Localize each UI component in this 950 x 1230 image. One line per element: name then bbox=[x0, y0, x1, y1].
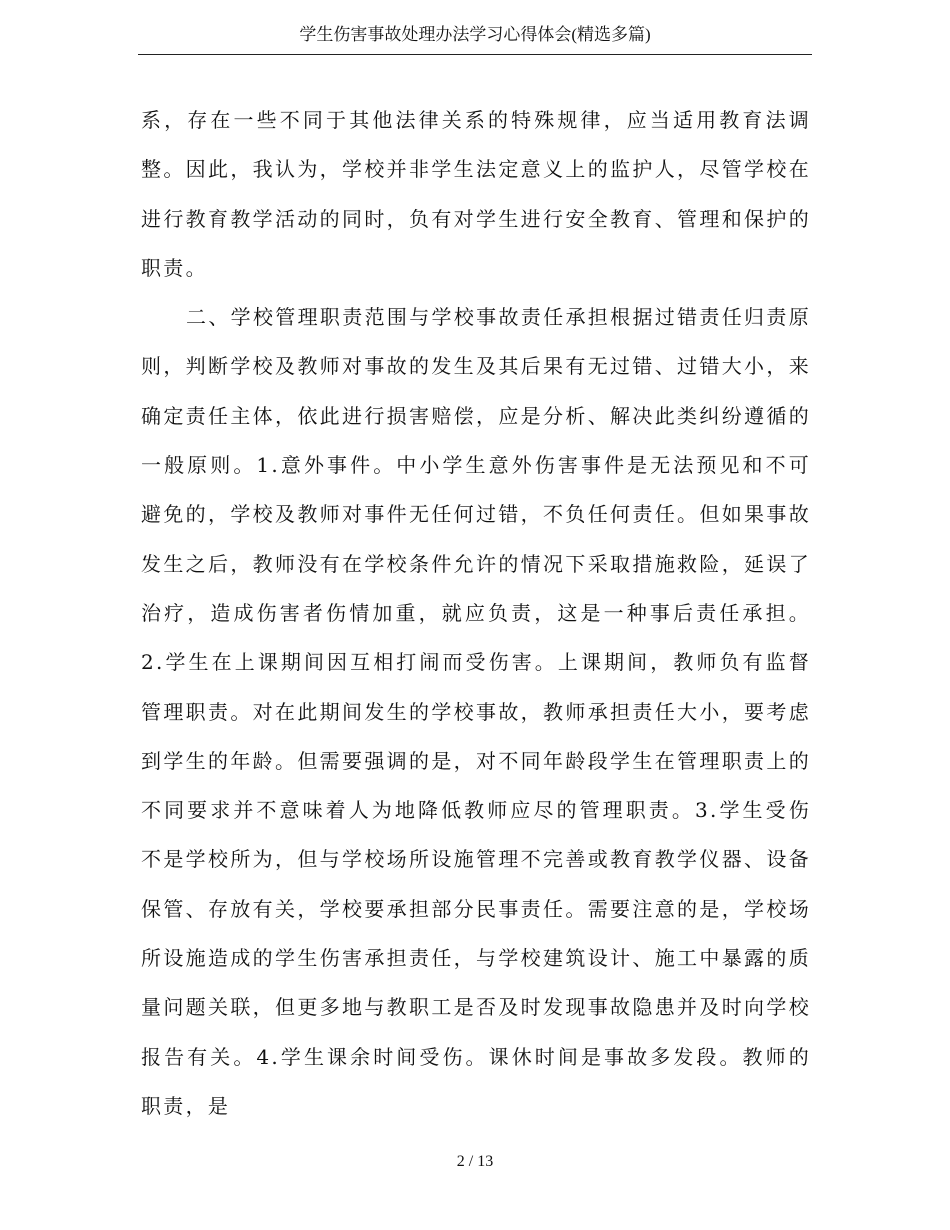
page-header-title: 学生伤害事故处理办法学习心得体会(精选多篇) bbox=[299, 25, 651, 44]
paragraph-1: 系，存在一些不同于其他法律关系的特殊规律，应当适用教育法调整。因此，我认为，学校并非学生法定意义上的监护人，尽管学校在进行教育教学活动的同时，负有对学生进行安全教育、管理和保护的职责。 bbox=[141, 108, 811, 280]
document-body bbox=[141, 96, 811, 1131]
header-divider bbox=[138, 54, 812, 55]
paragraph-2: 二、学校管理职责范围与学校事故责任承担根据过错责任归责原则，判断学校及教师对事故的发生及其后果有无过错、过错大小，来确定责任主体，依此进行损害赔偿，应是分析、解决此类纠纷遵循的一般原则。1.意外事件。中小学生意外伤害事件是无法预见和不可避免的，学校及教师对事件无任何过错，不负任何责任。但如果事故发生之后，教师没有在学校条件允许的情况下采取措施救险，延误了治疗，造成伤害者伤情加重，就应负责，这是一种事后责任承担。2.学生在上课期间因互相打闹而受伤害。上课期间，教师负有监督管理职责。对在此期间发生的学校事故，教师承担责任大小，要考虑到学生的年龄。但需要强调的是，对不同年龄段学生在管理职责上的不同要求并不意味着人为地降低教师应尽的管理职责。3.学生受伤不是学校所为，但与学校场所设施管理不完善或教育教学仪器、设备保管、存放有关，学校要承担部分民事责任。需要注意的是，学校场所设施造成的学生伤害承担责任，与学校建筑设计、施工中暴露的质量问题关联，但更多地与教职工是否及时发现事故隐患并及时向学校报告有关。4.学生课余时间受伤。课休时间是事故多发段。教师的职责，是 bbox=[141, 305, 811, 1118]
page-number: 2 / 13 bbox=[456, 1153, 494, 1170]
